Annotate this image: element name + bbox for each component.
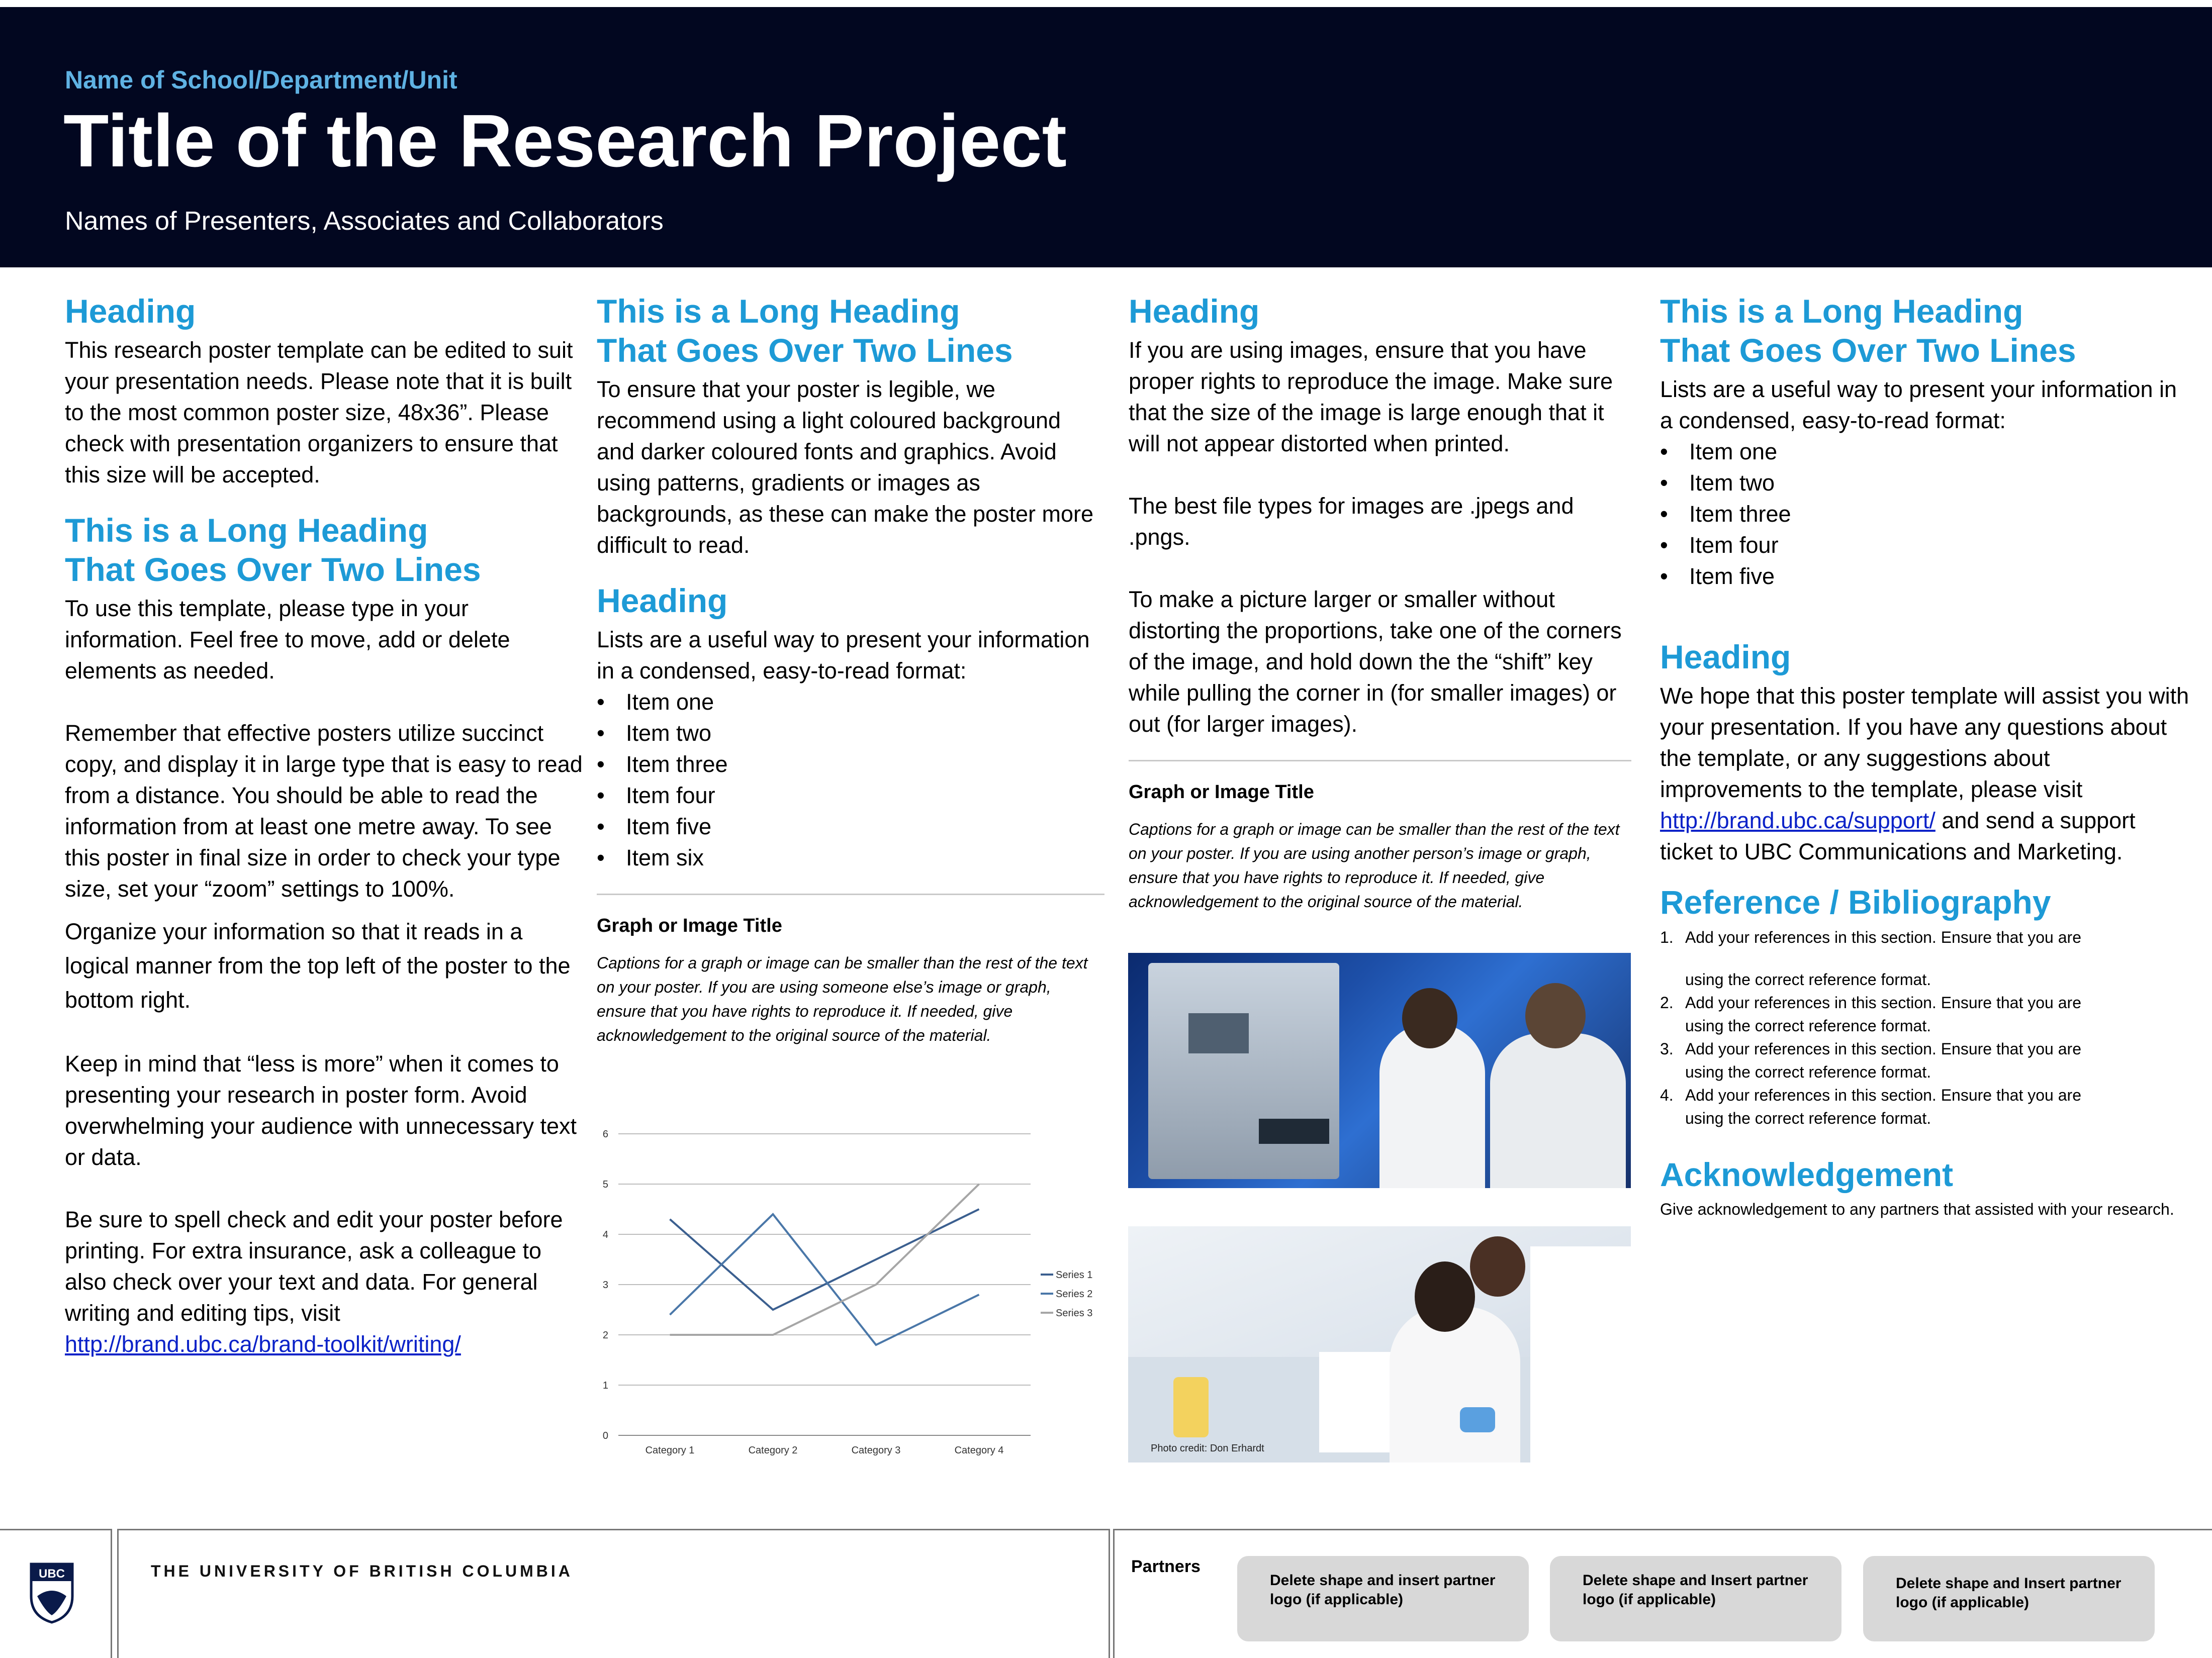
heading-line: That Goes Over Two Lines (1660, 332, 2076, 369)
graph-title: Graph or Image Title (597, 915, 782, 936)
legend-label: Series 2 (1056, 1289, 1093, 1300)
y-tick-label: 1 (602, 1380, 608, 1391)
paragraph: Keep in mind that “less is more” when it comes to presenting your research in poster form. Avoid overwhelming your audience with unnecessary text or data. (65, 1051, 577, 1170)
long-heading (65, 511, 588, 589)
list-item: • Item two (597, 718, 1104, 749)
ubc-logo (28, 1561, 75, 1624)
list-item: • Item four (1660, 530, 2193, 561)
paragraph: To ensure that your poster is legible, we recommend using a light coloured background and darker coloured fonts and graphics. Avoid using patterns, gradients or images as backgrounds, as these can make the poster more difficult to read. (597, 376, 1094, 558)
column-2 (597, 291, 1104, 1047)
university-name: THE UNIVERSITY OF BRITISH COLUMBIA (151, 1562, 573, 1580)
long-heading (597, 291, 1104, 370)
bullet-list (1660, 436, 2193, 592)
paragraph (1660, 680, 2193, 867)
writing-tips-link[interactable]: http://brand.ubc.ca/brand-toolkit/writing/ (65, 1331, 461, 1357)
heading-line: That Goes Over Two Lines (597, 332, 1013, 369)
heading: Heading (65, 292, 196, 330)
column-1 (65, 291, 588, 1360)
paragraph: The best file types for images are .jpegs and .pngs. (1129, 493, 1574, 550)
list-item: • Item one (597, 687, 1104, 718)
partner-logo-placeholder-3[interactable] (1863, 1556, 2155, 1641)
list-item: • Item three (597, 749, 1104, 780)
heading: Heading (597, 582, 728, 619)
list-item: • Item five (1660, 561, 2193, 592)
partner-logo-placeholder-2[interactable] (1550, 1556, 1841, 1641)
paragraph: Be sure to spell check and edit your poster before printing. For extra insurance, ask a colleague to also check over your text and data. For general writing and editing tips, visit (65, 1207, 563, 1326)
heading-line: This is a Long Heading (1660, 292, 2023, 330)
long-heading (1660, 291, 2193, 370)
paragraph: To make a picture larger or smaller without distorting the proportions, take one of the corners of the image, and hold down the the “shift” key while pulling the corner in (for smaller images) or out (for larger images). (1129, 587, 1622, 737)
image-caption: Captions for a graph or image can be smaller than the rest of the text on your poster. If you are using another person’s image or graph, ensure that you have rights to reproduce it. If needed, give acknowledgement to the original source of the material. (1129, 820, 1620, 911)
list-item: • Item two (1660, 467, 2193, 499)
paragraph-text: We hope that this poster template will assist you with your presentation. If you have any questions about the template, or any suggestions about improvements to the template, please visit (1660, 683, 2189, 802)
y-tick-label: 6 (602, 1129, 608, 1140)
x-tick-label: Category 1 (645, 1445, 695, 1456)
column-3 (1129, 291, 1631, 914)
list-item: • Item three (1660, 499, 2193, 530)
graph-caption: Captions for a graph or image can be smaller than the rest of the text on your poster. If you are using someone else’s image or graph, ensure that you have rights to reproduce it. If needed, give acknowledgement to the original source of the material. (597, 954, 1088, 1044)
list-item: • Item six (597, 842, 1104, 873)
legend-label: Series 1 (1056, 1270, 1093, 1281)
y-tick-label: 3 (602, 1280, 608, 1291)
divider (1129, 760, 1631, 761)
support-link[interactable]: http://brand.ubc.ca/support/ (1660, 808, 1935, 833)
paragraph: Lists are a useful way to present your information in a condensed, easy-to-read format: (1660, 376, 2177, 433)
list-item: • Item four (597, 780, 1104, 811)
paragraph: If you are using images, ensure that you have proper rights to reproduce the image. Make sure that the size of the image is large enough that it will not appear distorted when printed. (1129, 337, 1613, 456)
photo-credit: Photo credit: Don Erhardt (1151, 1443, 1264, 1454)
x-tick-label: Category 3 (851, 1445, 901, 1456)
y-tick-label: 5 (602, 1179, 608, 1190)
paragraph: This research poster template can be edited to suit your presentation needs. Please note that it is built to the most common poster size, 48x36”. Please check with presentation organizers to ensure that this size will be accepted. (65, 337, 573, 487)
y-tick-label: 0 (602, 1430, 608, 1441)
paragraph: Lists are a useful way to present your information in a condensed, easy-to-read format: (597, 627, 1090, 684)
paragraph: To use this template, please type in your information. Feel free to move, add or delete elements as needed. (65, 596, 510, 684)
paragraph: Organize your information so that it reads in a logical manner from the top left of the poster to the bottom right. (65, 919, 571, 1013)
x-tick-label: Category 4 (954, 1445, 1004, 1456)
y-tick-label: 4 (602, 1229, 608, 1240)
column-4 (1660, 291, 2193, 1220)
heading: Heading (1129, 292, 1260, 330)
list-item: • Item one (1660, 436, 2193, 467)
poster-header (0, 7, 2212, 267)
reference-item: 3. Add your references in this section. Ensure that you are using the correct reference format. (1660, 1040, 2081, 1081)
heading-line: This is a Long Heading (597, 292, 960, 330)
paragraph: Give acknowledgement to any partners that assisted with your research. (1660, 1200, 2174, 1218)
presenters-line: Names of Presenters, Associates and Collaborators (65, 207, 664, 236)
placeholder-text: Delete shape and insert partner logo (if applicable) (1270, 1572, 1496, 1608)
placeholder-text: Delete shape and Insert partner logo (if applicable) (1583, 1572, 1808, 1608)
x-tick-label: Category 2 (748, 1445, 798, 1456)
partners-label: Partners (1131, 1557, 1201, 1576)
list-item: • Item five (597, 811, 1104, 842)
reference-item: 4. Add your references in this section. Ensure that you are using the correct reference format. (1660, 1086, 2081, 1127)
heading: Reference / Bibliography (1660, 884, 2051, 921)
heading: Acknowledgement (1660, 1156, 1954, 1193)
heading-line: This is a Long Heading (65, 512, 428, 549)
department-name: Name of School/Department/Unit (65, 66, 457, 94)
heading-line: That Goes Over Two Lines (65, 551, 481, 588)
heading: Heading (1660, 638, 1791, 675)
reference-list (1660, 926, 2193, 1130)
placeholder-text: Delete shape and Insert partner logo (if applicable) (1896, 1575, 2122, 1611)
y-tick-label: 2 (602, 1330, 608, 1341)
line-chart (598, 1126, 1106, 1462)
paragraph-text: and send a support ticket to UBC Communications and Marketing. (1660, 808, 2136, 864)
lab-photo-equipment (1128, 953, 1631, 1188)
partner-logo-placeholder-1[interactable] (1237, 1556, 1529, 1641)
reference-item: 1. Add your references in this section. Ensure that you are using the correct reference format. (1660, 928, 2081, 989)
lab-photo-researchers (1128, 1226, 1631, 1462)
graph-title: Graph or Image Title (1129, 782, 1314, 803)
reference-item: 2. Add your references in this section. Ensure that you are using the correct reference format. (1660, 994, 2081, 1035)
bullet-list (597, 687, 1104, 873)
footer-name-box (117, 1529, 1110, 1658)
divider (597, 894, 1104, 895)
series-line (670, 1209, 979, 1310)
ubc-logo-text: UBC (39, 1567, 65, 1581)
legend-label: Series 3 (1056, 1308, 1093, 1319)
poster-title: Title of the Research Project (63, 100, 1067, 182)
paragraph: Remember that effective posters utilize succinct copy, and display it in large type that is easy to read from a distance. You should be able to read the information from at least one metre away. To see this poster in final size in order to check your type size, set your “zoom” settings to 100%. (65, 720, 583, 902)
